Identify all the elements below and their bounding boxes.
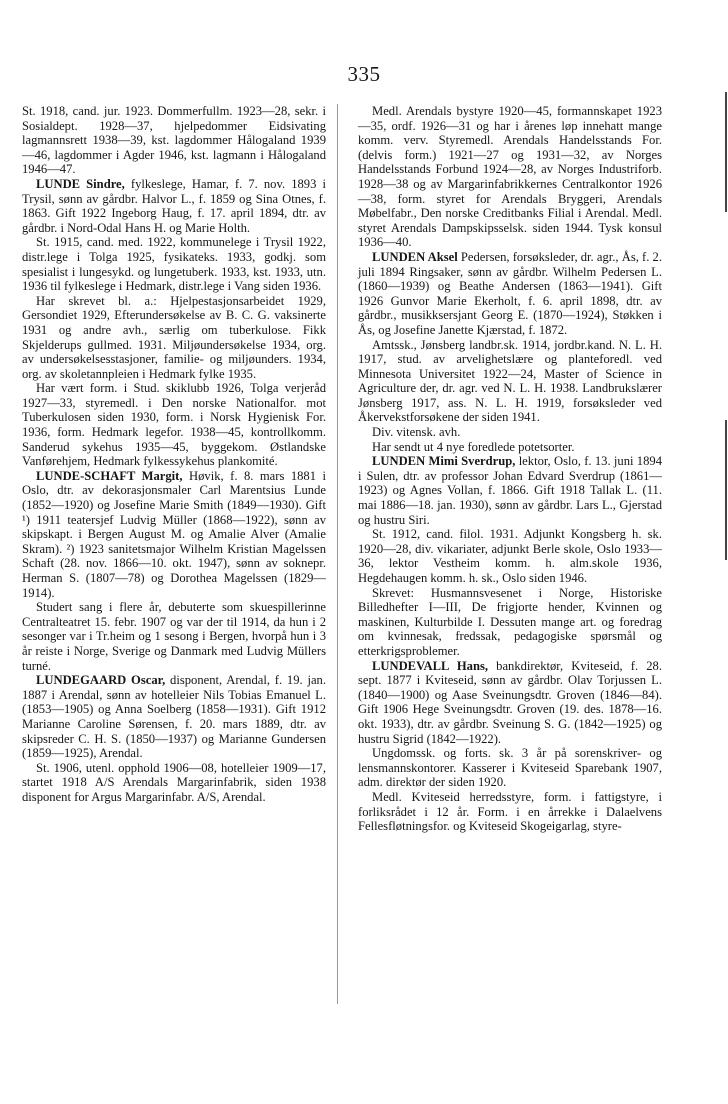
paragraph [22,235,326,293]
entry-text: Ungdomssk. og forts. sk. 3 år på sorenskriver- og lensmannskontorer. Kasserer i Kviteseid Sparebank 1907, adm. direktør der siden 1920. [358,746,662,790]
entry-text: Amtssk., Jønsberg landbr.sk. 1914, jordbr.kand. N. L. H. 1917, stud. av arvelighetslære og planteforedl. ved Minnesota Universitet 1922—24, Master of Science in Agriculture der, dr. agr. ved N. L. H. 1938. Landbrukslærer Jønsberg 1917, ass. N. L. H. 1919, forsøksleder ved Åkervekstforsøkene der siden 1941. [358,337,662,425]
entry-text: Pedersen, forsøksleder, dr. agr., Ås, f. 2. juli 1894 Ringsaker, sønn av gårdbr. Wilhelm Pedersen L. (1860—1939) og Beathe Andersen (1863—1941). Gift 1926 Gunvor Marie Ekerholt, f. 6. april 1898, dtr. av gårdbr., musikksersjant Georg E. (1870—1924), Støkken i Ås, og Josefine Janette Kjærstad, f. 1872. [358,249,662,337]
paragraph [358,586,662,659]
paragraph [22,600,326,673]
entry-text: fylkeslege, Hamar, f. 7. nov. 1893 i Trysil, sønn av gårdbr. Halvor L., f. 1859 og Sina Otnes, f. 1863. Gift 1922 Ingeborg Haug, f. 17. april 1894, dtr. av gårdbr. i Nord-Odal Hans H. og Marie Holth. [22,176,326,235]
paragraph [22,469,326,600]
entry-headword: LUNDE Sindre, [36,176,125,191]
paragraph [358,746,662,790]
entry-text: St. 1906, utenl. opphold 1906—08, hotelleier 1909—17, startet 1918 A/S Arendals Margarinfabrik, siden 1938 disponent for Argus Margarinfabr. A/S, Arendal. [22,760,326,804]
entry-text: bankdirektør, Kviteseid, f. 28. sept. 1877 i Kviteseid, sønn av gårdbr. Olav Torjussen L. (1840—1900) og Aase Sveinungsdtr. Groven (1846—84). Gift 1906 Hege Sveinungsdtr. Groven (19. des. 1878—16. okt. 1933), dtr. av gårdbr. Sveinung S. G. (1842—1925) og hustru Sigrid (1842—1922). [358,658,662,746]
entry-headword: LUNDE-SCHAFT Margit, [36,468,183,483]
entry-text: Har vært form. i Stud. skiklubb 1926, Tolga verjeråd 1927—33, styremedl. i Den norske Nationalfor. mot Tuberkulosen siden 1930, form. i Norsk Hygienisk For. 1936, form. Hedmark legefor. 1938—45, kontrollkomm. Sanderud sykehus 1935—45, byggekom. Østlandske Vanførehjem, Hedmark fylkessykehus plankomité. [22,381,326,469]
paragraph [22,177,326,235]
paragraph [22,381,326,469]
entry-headword: LUNDEN Aksel [372,249,458,264]
entry-text: Høvik, f. 8. mars 1881 i Oslo, dtr. av dekorasjonsmaler Carl Marentsius Lunde (1852—1920) og Josefine Marie Smith (1849—1930). Gift ¹) 1911 teatersjef Ludvig Müller (1868—1922), sønn av skipskapt. i Bergen August M. og Amalie Alver (Amalie Skram). ²) 1923 sanitetsmajor Wilhelm Kristian Magelssen Schaft (28. nov. 1866—10. okt. 1947), sønn av soknepr. Herman S. (1807—78) og Dorothea Magelssen (1829—1914). [22,468,326,600]
entry-text: Medl. Kviteseid herredsstyre, form. i fattigstyre, i forliksrådet i 12 år. Form. i en årrekke i Dalaelvens Fellesfløtningsfor. og Kviteseid Skogeigarlag, styre- [358,789,662,834]
scan-edge-mark [725,420,727,560]
paragraph [358,790,662,834]
entry-text: Studert sang i flere år, debuterte som skuespillerinne Centralteatret 15. febr. 1907 og var der til 1914, da hun i 2 sesonger var i Tr.heim og 1 sesong i Bergen, hvorpå hun i 3 år reiste i Norge, Sverige og Danmark med Ludvig Müllers turné. [22,600,326,673]
entry-text: St. 1915, cand. med. 1922, kommunelege i Trysil 1922, distr.lege i Tolga 1925, fysikateks. 1933, godkj. som spesialist i lungesykd. og lungetuberk. 1933, kst. 1933, utn. 1936 til fylkeslege i Hedmark, distr.lege i Vang siden 1936. [22,235,326,294]
paragraph [22,673,326,761]
right-column [358,104,662,834]
paragraph [358,440,662,455]
entry-text: St. 1912, cand. filol. 1931. Adjunkt Kongsberg h. sk. 1920—28, div. vikariater, adjunkt Berle skole, Oslo 1933—36, lektor Vestheim komm. h. alm.skole 1936, Hegdehaugen komm. h. sk., Oslo siden 1946. [358,527,662,585]
column-divider [337,104,338,1004]
paragraph [22,104,326,177]
paragraph [358,250,662,338]
paragraph [22,761,326,805]
paragraph [358,527,662,585]
entry-text: St. 1918, cand. jur. 1923. Dommerfullm. 1923—28, sekr. i Sosialdept. 1928—37, hjelpedommer Eidsivating lagmannsrett 1938—39, kst. lagdommer Hålogaland 1939—46, lagdommer i Agder 1946, kst. lagmann i Hålogaland 1946—47. [22,104,326,177]
paragraph [358,425,662,440]
entry-text: Skrevet: Husmannsvesenet i Norge, Historiske Billedhefter I—III, De frigjorte hender, Kvinnen og maskinen, Kulturbilde I. Dessuten mange art. og foredrag om kvinnesak, fredssak, pedagogiske spørsmål og etterkrigsproblemer. [358,585,662,658]
paragraph [358,659,662,747]
entry-text: Div. vitensk. avh. [372,425,461,440]
entry-text: disponent, Arendal, f. 19. jan. 1887 i Arendal, sønn av hotelleier Nils Tobias Emanuel L. (1853—1905) og Anna Soelberg (1858—1931). Gift 1912 Marianne Caroline Sørensen, f. 20. mars 1889, dtr. av skipsreder C. H. S. (1850—1937) og Marianne Gundersen (1859—1925), Arendal. [22,673,326,761]
page-number: 335 [347,62,381,86]
entry-text: Medl. Arendals bystyre 1920—45, formannskapet 1923—35, ordf. 1926—31 og har i årenes løp innehatt mange komm. verv. Styremedl. Arendals Handelsstands For. (delvis form.) 1921—27 og 1931—32, av Norges Handelsstands Forbund 1924—28, av Norges Industriforb. 1928—38 og av Margarinfabrikkernes Centralkontor 1926—38, form. styret for Arendals Bryggeri, Arendals Møbelfabr., Den norske Creditbanks Filial i Arendal. Medl. styret Arendals Dampskipsselsk. siden 1944. Tysk konsul 1936—40. [358,104,662,250]
paragraph [358,104,662,250]
entry-headword: LUNDEGAARD Oscar, [36,673,166,688]
scan-edge-mark [725,92,727,212]
entry-headword: LUNDEVALL Hans, [372,658,489,673]
entry-text: lektor, Oslo, f. 13. juni 1894 i Sulen, dtr. av professor Johan Edvard Sverdrup (1861—1923) og Agnes Vollan, f. 1866. Gift 1918 Tallak L. (11. mai 1886—18. jan. 1930), sønn av gårdbr. Lars L., Gjerstad og hustru Siri. [358,454,662,527]
paragraph [22,294,326,382]
entry-headword: LUNDEN Mimi Sverdrup, [372,454,516,469]
paragraph [358,338,662,426]
paragraph [358,454,662,527]
left-column [22,104,326,805]
entry-text: Har sendt ut 4 nye foredlede potetsorter. [372,439,575,454]
entry-text: Har skrevet bl. a.: Hjelpestasjonsarbeidet 1929, Gersondiet 1929, Efterundersøkelse av B. C. G. vaksinerte 1931 og andre avh., særlig om tuberkulose. Fikk Skjelderups gullmed. 1931. Miljøundersøkelse 1934, org. av undersøkelsesstasjoner, familie- og miljøunders. 1934, org. av skoletannpleien i Hedmark fylke 1935. [22,293,326,381]
